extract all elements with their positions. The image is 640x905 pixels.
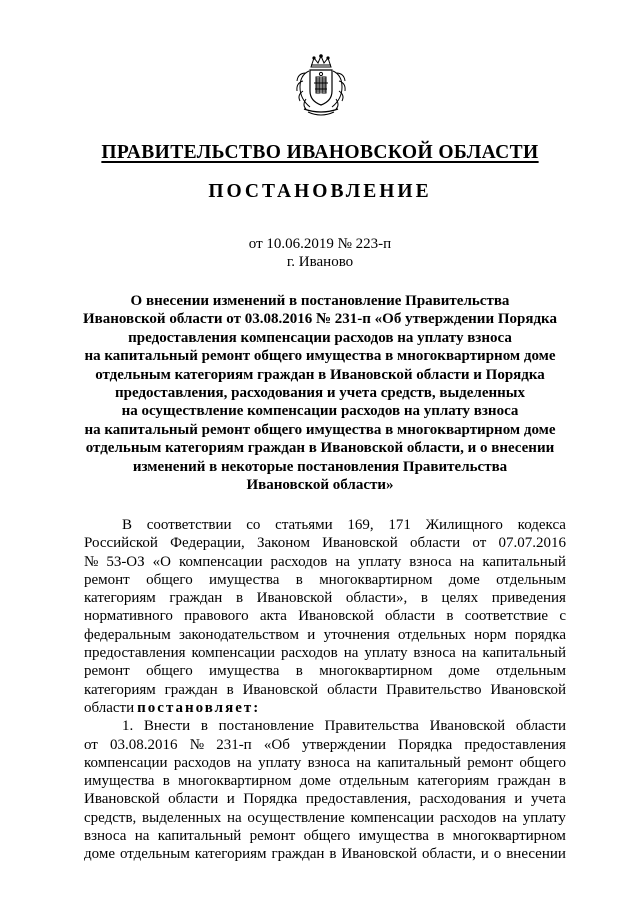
body-line <box>84 644 566 662</box>
body-word: Федерации, <box>170 535 245 552</box>
body-word: граждан <box>271 846 325 863</box>
body-word: Внести <box>143 718 191 735</box>
body-word: ремонт <box>249 828 296 845</box>
body-word: имущества <box>84 773 155 790</box>
body-word: нормативного <box>84 608 173 625</box>
body-word: в <box>295 663 303 680</box>
body-word: компенсации <box>84 754 168 771</box>
body-word: взноса <box>307 754 350 771</box>
body-line <box>84 827 566 845</box>
body-word: уточнения <box>323 626 390 643</box>
body-word: федеральным <box>84 626 171 643</box>
body-word: осуществление <box>247 809 345 826</box>
city: г. Иваново <box>286 254 354 270</box>
body-word: доме <box>448 663 480 680</box>
body-line <box>84 845 566 863</box>
body-word: уплату <box>522 809 566 826</box>
body-word: многоквартирном <box>319 571 433 588</box>
body-word: 53-ОЗ <box>106 553 145 570</box>
subject-line: Ивановской области от 03.08.2016 № 231-п «Об утверждении Порядка <box>83 311 557 328</box>
body-word: В <box>122 517 133 533</box>
body-word: 231-п <box>216 736 252 753</box>
body-word: общего <box>146 571 193 588</box>
subject-line: предоставления компенсации расходов на уплату взноса <box>128 329 512 346</box>
body-word: категориям <box>84 590 156 607</box>
body-word: 171 <box>388 517 411 533</box>
document-meta <box>0 235 640 271</box>
body-line <box>84 662 566 680</box>
coat-of-arms-emblem <box>294 53 348 119</box>
body-word: Ивановской <box>429 718 506 735</box>
body-text: области <box>84 699 135 716</box>
body-word: капитальный <box>377 754 461 771</box>
body-word: уплату <box>364 645 408 662</box>
body-word: доме <box>84 846 115 863</box>
body-word: взноса <box>409 553 452 570</box>
body-word: области <box>168 791 219 808</box>
body-word: уплату <box>358 553 402 570</box>
body-line <box>84 681 566 699</box>
body-word: уплату <box>258 754 302 771</box>
body-word: на <box>343 645 359 662</box>
body-word: граждан <box>497 773 551 790</box>
subject-line: на капитальный ремонт общего имущества в многоквартирном доме <box>84 348 556 365</box>
body-word: в <box>420 590 428 607</box>
date-number: от 10.06.2019 № 223-п <box>248 236 392 252</box>
body-word: предоставления <box>84 645 186 662</box>
body-word: имущества <box>209 571 280 588</box>
body-word: капитальный <box>482 553 566 570</box>
body-word: Ивановской <box>322 535 398 552</box>
body-line <box>84 589 566 607</box>
body-word: приведения <box>491 590 566 607</box>
paragraph-item-1 <box>84 717 566 863</box>
body-line <box>84 790 566 808</box>
subject-line: Ивановской области» <box>246 477 394 494</box>
body-line <box>84 754 566 772</box>
resolution-word: постановляет: <box>137 699 261 716</box>
body-word: о <box>493 846 502 863</box>
body-word: Порядка <box>398 736 453 753</box>
body-word: на <box>335 553 351 570</box>
body-word: области <box>385 608 436 625</box>
body-word: отдельным <box>339 773 410 790</box>
body-word: правового <box>184 608 249 625</box>
body-word: «Об <box>263 736 290 753</box>
body-word: порядка <box>514 626 566 643</box>
body-word: категориям <box>84 681 156 698</box>
body-word: Жилищного <box>425 517 503 533</box>
subject-line: отдельным категориям граждан в Ивановской области и Порядка <box>95 366 545 383</box>
body-word: общего <box>146 663 193 680</box>
body-line <box>84 534 566 552</box>
body-line <box>84 736 566 754</box>
body-word: области <box>410 535 461 552</box>
body-word: в <box>558 773 566 790</box>
body-word: в <box>437 828 445 845</box>
body-word: предоставления, <box>305 791 412 808</box>
body-word: Ивановской <box>256 590 333 607</box>
body-word: и <box>226 791 235 808</box>
body-word: в <box>329 846 337 863</box>
body-word: Законом <box>257 535 310 552</box>
body-word: и <box>480 846 489 863</box>
body-word: расходования <box>419 791 506 808</box>
body-word: со <box>246 517 261 533</box>
body-word: области, <box>421 846 476 863</box>
body-word: и <box>307 626 316 643</box>
body-word: в <box>295 571 303 588</box>
body-line <box>84 516 566 534</box>
body-word: законодательством <box>178 626 299 643</box>
body-word: общего <box>519 754 566 771</box>
body-word: отдельным <box>496 663 566 680</box>
body-word: области <box>515 718 566 735</box>
body-word: внесении <box>506 846 566 863</box>
body-word: ремонт <box>467 754 514 771</box>
body-word: с <box>559 608 566 625</box>
subject-line: на капитальный ремонт общего имущества в многоквартирном доме <box>84 421 556 438</box>
body-word: на <box>459 553 475 570</box>
body-word: взноса <box>413 645 456 662</box>
body-line <box>84 626 566 644</box>
body-word: капитальный <box>482 645 566 662</box>
subject-line: на осуществление компенсации расходов на уплату взноса <box>121 403 519 420</box>
subject-line: О внесении изменений в постановление Правительства <box>130 293 510 309</box>
body-word: акта <box>259 608 287 625</box>
body-word: утверждении <box>302 736 386 753</box>
body-word: постановление <box>218 718 314 735</box>
body-word: области», <box>345 590 408 607</box>
body-word: в <box>200 718 208 735</box>
body-line <box>84 717 566 735</box>
body-word: общего <box>303 828 351 845</box>
body-word: 169, <box>347 517 374 533</box>
body-line <box>84 607 566 625</box>
body-word: многоквартирном <box>452 828 566 845</box>
body-word: соответствии <box>146 517 232 533</box>
body-word: «О <box>152 553 171 570</box>
body-word: на <box>461 645 477 662</box>
body-word: доме <box>448 571 480 588</box>
body-word: отдельным <box>119 846 190 863</box>
body-word: Ивановской <box>84 791 160 808</box>
body-line <box>84 571 566 589</box>
body-word: на <box>134 828 150 845</box>
body-word: граждан <box>164 681 218 698</box>
document-type: ПОСТАНОВЛЕНИЕ <box>208 181 432 202</box>
body-word: Ивановской <box>341 846 418 863</box>
body-word: компенсации <box>191 645 275 662</box>
body-word: Ивановской <box>298 608 374 625</box>
body-word: многоквартирном <box>319 663 433 680</box>
body-word: ремонт <box>84 571 130 588</box>
body-word: от <box>472 535 487 552</box>
body-word: статьями <box>275 517 333 533</box>
body-word: кодекса <box>517 517 566 533</box>
body-word: от <box>84 736 98 753</box>
body-word: имущества <box>358 828 429 845</box>
body-word: взноса <box>84 828 127 845</box>
body-word: в <box>162 773 170 790</box>
body-word: на <box>227 809 242 826</box>
subject-heading <box>0 292 640 494</box>
body-line <box>84 809 566 827</box>
body-word: отдельных <box>397 626 466 643</box>
body-word: имущества <box>209 663 280 680</box>
body-word: расходов <box>173 754 231 771</box>
body-word: доме <box>299 773 331 790</box>
body-word: Порядка <box>243 791 298 808</box>
body-word: Российской <box>84 535 158 552</box>
document-body <box>84 516 566 864</box>
body-word: расходов <box>280 645 338 662</box>
body-word: учета <box>530 791 566 808</box>
body-word: на <box>502 809 518 826</box>
subject-line: отдельным категориям граждан в Ивановской области, и о внесении <box>85 440 555 457</box>
body-word: предоставления <box>464 736 566 753</box>
body-word: компенсации <box>350 809 435 826</box>
body-word: № <box>189 736 205 753</box>
body-word: на <box>237 754 252 771</box>
body-word: и <box>514 791 523 808</box>
body-word: выделенных <box>142 809 222 826</box>
body-word: ремонт <box>84 663 130 680</box>
body-line <box>84 699 566 717</box>
body-word: целях <box>441 590 479 607</box>
body-word: граждан <box>169 590 223 607</box>
paragraph-preamble <box>84 516 566 717</box>
body-word: категориям <box>417 773 490 790</box>
body-word: расходов <box>439 809 497 826</box>
government-title: ПРАВИТЕЛЬСТВО ИВАНОВСКОЙ ОБЛАСТИ <box>101 142 539 163</box>
body-word: отдельным <box>496 571 566 588</box>
body-word: расходов <box>270 553 328 570</box>
body-word: компенсации <box>179 553 263 570</box>
body-word: Ивановской <box>490 681 566 698</box>
body-word: области <box>327 681 378 698</box>
body-word: Ивановской <box>242 681 319 698</box>
body-word: средств, <box>84 809 137 826</box>
body-word: многоквартирном <box>178 773 292 790</box>
body-line <box>84 553 566 571</box>
body-word: категориям <box>194 846 267 863</box>
body-word: 03.08.2016 <box>110 736 178 753</box>
body-word: на <box>356 754 372 771</box>
body-word: № <box>84 553 99 570</box>
body-word: капитальный <box>157 828 242 845</box>
body-word: Правительства <box>324 718 419 735</box>
body-word: Правительство <box>386 681 482 698</box>
body-word: в <box>446 608 454 625</box>
body-word: в <box>226 681 234 698</box>
subject-line: изменений в некоторые постановления Правительства <box>132 458 508 475</box>
body-word: соответствие <box>464 608 549 625</box>
body-line <box>84 772 566 790</box>
body-word: в <box>235 590 244 607</box>
body-word: норм <box>474 626 507 643</box>
subject-line: предоставления, расходования и учета средств, выделенных <box>115 385 525 402</box>
body-word: 07.07.2016 <box>498 535 566 552</box>
body-word: 1. <box>122 718 134 735</box>
